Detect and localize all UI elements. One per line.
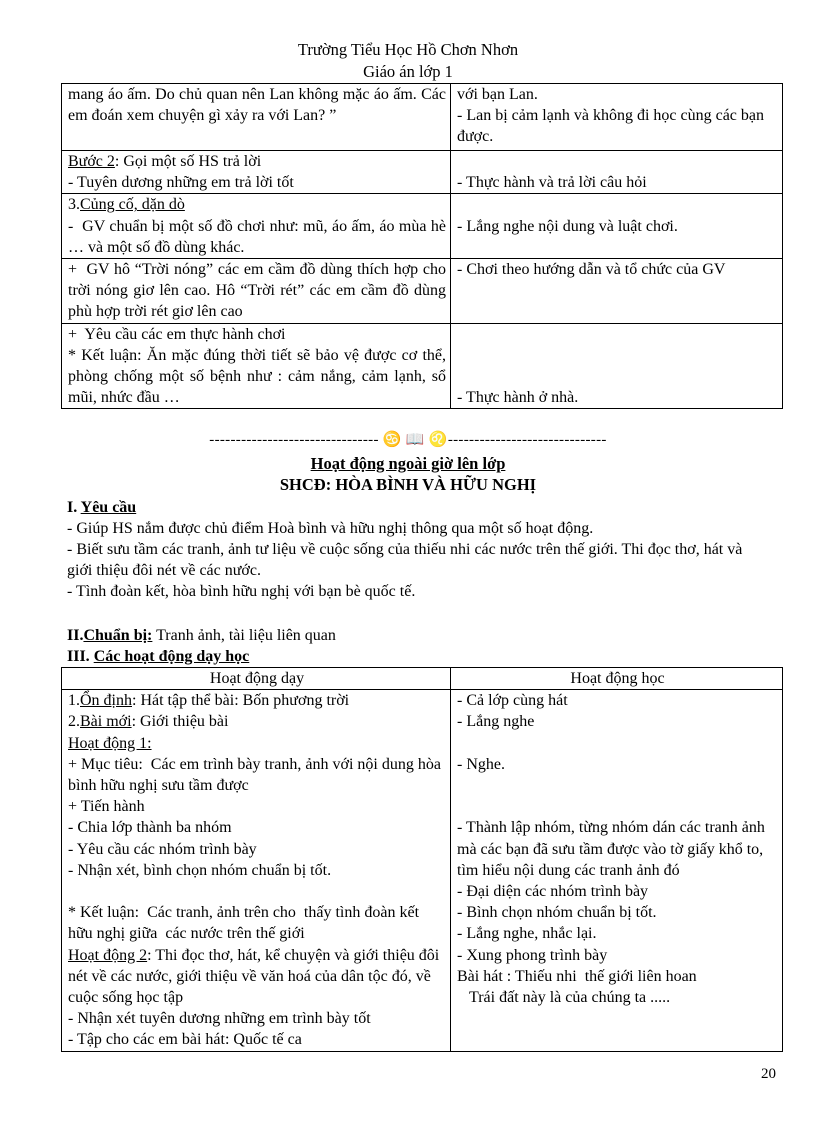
cell-text: - Đại diện các nhóm trình bày (457, 883, 649, 901)
item-text: : Giới thiệu bài (131, 713, 229, 731)
cell-text: - Chia lớp thành ba nhóm (68, 819, 232, 837)
section-number: III. (67, 648, 94, 665)
cell-text: - Thực hành ở nhà. (457, 389, 579, 407)
table-cell (62, 323, 451, 409)
lesson-plan-grade: Giáo án lớp 1 (363, 62, 453, 81)
cell-text: - Bình chọn nhóm chuẩn bị tốt. (457, 904, 657, 922)
cell-text: + Yêu cầu các em thực hành chơi (68, 325, 286, 343)
header-cell: Hoạt động dạy (62, 668, 451, 690)
table-cell (451, 323, 783, 409)
cell-text: - Thành lập nhóm, từng nhóm dán các tranh ảnh mà các bạn đã sưu tầm được vào tờ giấy khổ to, tìm hiểu nội dung các tranh ảnh đó (457, 819, 769, 879)
cell-text: : Thi đọc thơ, hát, kể chuyện và giới thiệu đôi nét về các nước, giới thiệu về văn hoá của dân tộc đó, về cuộc sống học tập (68, 946, 444, 1007)
cell-text: - Thực hành và trả lời câu hỏi (457, 174, 647, 192)
activities-table (61, 667, 783, 1052)
item-number: 2. (68, 713, 80, 731)
item-number: 1. (68, 692, 80, 710)
section-preparation (67, 625, 336, 646)
cell-text: - Nhận xét, bình chọn nhóm chuẩn bị tốt. (68, 861, 332, 879)
cell-text: - Yêu cầu các nhóm trình bày (68, 840, 257, 858)
cell-text: + Mục tiêu: Các em trình bày tranh, ảnh với nội dung hòa bình hữu nghị sưu tầm được (68, 755, 445, 795)
step-text: : Gọi một số HS trả lời (114, 153, 262, 170)
cell-text: + GV hô “Trời nóng” các em cầm đồ dùng thích hợp cho trời nóng giơ lên cao. Hô “Trời rét” các em cầm đồ dùng phù hợp trời rét giơ lên cao (68, 261, 450, 321)
table-header-row (62, 668, 783, 690)
cell-text: Bài hát : Thiếu nhi thế giới liên hoan (457, 967, 697, 985)
cell-text: - Tuyên dương những em trả lời tốt (68, 174, 294, 192)
cell-text (457, 194, 778, 215)
item-label: Ổn định (80, 692, 132, 710)
list-item: - Tình đoàn kết, hòa bình hữu nghị với bạn bè quốc tế. (67, 583, 416, 600)
header-cell: Hoạt động học (451, 668, 783, 690)
section-number: II. (67, 627, 84, 644)
cell-text: - Lắng nghe, nhắc lại. (457, 925, 597, 943)
table-cell (62, 84, 451, 151)
step-label: Bước 2 (68, 153, 115, 170)
table-cell (451, 194, 783, 259)
section-text: Tranh ảnh, tài liệu liên quan (152, 627, 336, 644)
page-number: 20 (761, 1066, 776, 1082)
table-row (62, 84, 783, 151)
table-cell (451, 259, 783, 324)
item-label: Bài mới (80, 713, 132, 731)
list-item: - Giúp HS nắm được chủ điểm Hoà bình và hữu nghị thông qua một số hoạt động. (67, 520, 594, 537)
table-cell (62, 194, 451, 259)
continuation-table (61, 83, 783, 409)
cell-text: - Cả lớp cùng hát (457, 692, 568, 710)
section-requirements-heading (67, 497, 136, 518)
spacer (457, 775, 778, 796)
cell-text: - Nghe. (457, 755, 505, 773)
spacer (457, 796, 778, 817)
item-text: : Hát tập thể bài: Bốn phương trời (132, 692, 350, 710)
cell-text: * Kết luận: Ăn mặc đúng thời tiết sẽ bảo vệ được cơ thể, phòng chống một số bệnh như : cảm nắng, cảm lạnh, sổ mũi, nhức đầu … (68, 346, 450, 407)
spacer (457, 733, 778, 754)
cell-text: mang áo ấm. Do chủ quan nên Lan không mặc áo ấm. Các em đoán xem chuyện gì xảy ra với Lan? ” (68, 86, 450, 125)
cell-text: với bạn Lan. (457, 86, 538, 103)
cell-text: - Lan bị cảm lạnh và không đi học cùng các bạn được. (457, 107, 768, 146)
table-row (62, 690, 783, 1051)
list-item: - Biết sưu tầm các tranh, ảnh tư liệu về cuộc sống của thiếu nhi các nước trên thế giới. Thi đọc thơ, hát và giới thiệu đôi nét về các nước. (67, 541, 747, 579)
spacer (68, 881, 446, 902)
section-number: I. (67, 499, 81, 516)
table-row (62, 259, 783, 324)
table-cell (62, 151, 451, 194)
cell-text: - Lắng nghe (457, 713, 535, 731)
cell-text: - Tập cho các em bài hát: Quốc tế ca (68, 1031, 302, 1049)
section-label: Chuẩn bị: (83, 627, 153, 644)
table-cell (62, 259, 451, 324)
cell-text: + Tiến hành (68, 798, 145, 816)
activity-title: Hoạt động ngoài giờ lên lớp (310, 454, 506, 473)
table-row (62, 323, 783, 409)
table-row (62, 151, 783, 194)
cell-text: - Nhận xét tuyên dương những em trình bày tốt (68, 1010, 371, 1028)
activity-2-heading: Hoạt động 2 (68, 946, 148, 964)
cell-text: - GV chuẩn bị một số đồ chơi như: mũ, áo ấm, áo mùa hè … và một số đồ dùng khác. (68, 217, 450, 256)
section-label: Củng cố, dặn dò (80, 196, 185, 214)
cell-text: - Chơi theo hướng dẫn và tổ chức của GV (457, 261, 726, 279)
section-activities-heading (67, 646, 249, 667)
section-number: 3. (68, 196, 80, 214)
activity-1-heading: Hoạt động 1: (68, 734, 152, 752)
requirements-list (67, 518, 767, 602)
table-cell (62, 690, 451, 1051)
cell-text: - Xung phong trình bày (457, 946, 608, 964)
table-cell (451, 84, 783, 151)
cell-text: - Lắng nghe nội dung và luật chơi. (457, 217, 678, 235)
cell-text (457, 151, 778, 172)
cell-text: * Kết luận: Các tranh, ảnh trên cho thấy tình đoàn kết hữu nghị giữa các nước trên thế giới (68, 904, 424, 943)
cell-text: Trái đất này là của chúng ta ..... (457, 989, 671, 1007)
school-name: Trường Tiểu Học Hồ Chơn Nhơn (297, 40, 519, 59)
table-cell (451, 151, 783, 194)
separator-ornament: -------------------------------- ♋ 📖 ♌------------------------------ (209, 432, 607, 448)
table-cell (451, 690, 783, 1051)
section-label: Các hoạt động dạy học (93, 648, 250, 665)
table-row (62, 194, 783, 259)
topic-title: SHCĐ: HÒA BÌNH VÀ HỮU NGHỊ (279, 475, 537, 494)
section-label: Yêu cầu (80, 499, 137, 516)
